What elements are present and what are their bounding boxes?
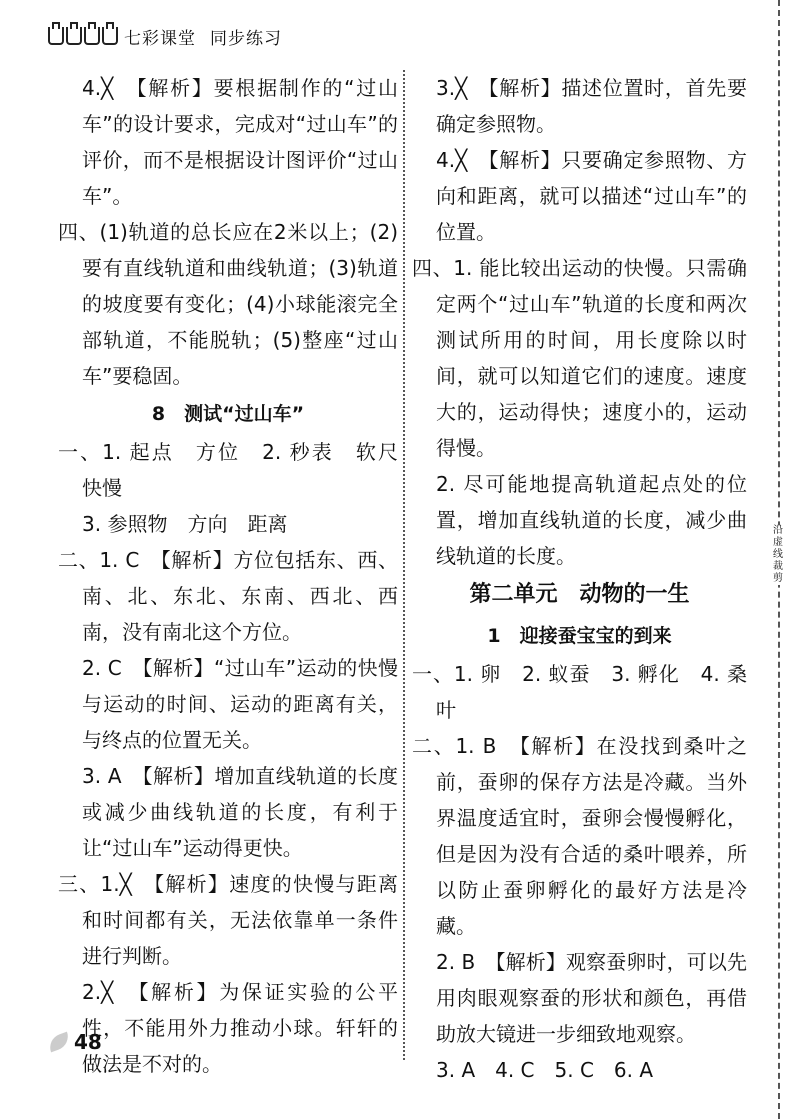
answer-section: 一、1. 卵 2. 蚁蚕 3. 孵化 4. 桑叶 [412, 662, 747, 722]
column-divider [403, 70, 405, 1060]
answer-section: 二、1. C 【解析】方位包括东、西、南、北、东北、东南、西北、西南，没有南北这个方位。 [58, 548, 398, 644]
answer-item: 2. B 【解析】观察蚕卵时，可以先用肉眼观察蚕的形状和颜色，再借助放大镜进一步细致地观察。 [436, 950, 747, 1046]
book-title: 七彩课堂 [124, 28, 196, 49]
flask-logo-icon [48, 27, 118, 45]
answer-section: 二、1. B 【解析】在没找到桑叶之前，蚕卵的保存方法是冷藏。当外界温度适宜时，蚕卵会慢慢孵化，但是因为没有合适的桑叶喂养，所以防止蚕卵孵化的最好方法是冷藏。 [412, 734, 747, 938]
answer-section: 一、1. 起点 方位 2. 秒表 软尺 快慢 [58, 440, 418, 500]
answer-section: 三、1.╳ 【解析】速度的快慢与距离和时间都有关，无法依靠单一条件进行判断。 [58, 872, 398, 968]
answer-item: 2. 尽可能地提高轨道起点处的位置，增加直线轨道的长度，减少曲线轨道的长度。 [436, 472, 747, 568]
answer-item: 4.╳ 【解析】要根据制作的“过山车”的设计要求，完成对“过山车”的评价，而不是根据设计图评价“过山车”。 [82, 76, 398, 208]
answer-item: 4.╳ 【解析】只要确定参照物、方向和距离，就可以描述“过山车”的位置。 [436, 148, 747, 244]
unit-title: 第二单元 动物的一生 [469, 582, 690, 607]
leaf-icon [46, 1032, 71, 1053]
answer-item: 3. A 【解析】增加直线轨道的长度或减少曲线轨道的长度，有利于让“过山车”运动得更快。 [82, 764, 398, 860]
answer-item: 2. C 【解析】“过山车”运动的快慢与运动的时间、运动的距离有关，与终点的位置无关。 [82, 656, 398, 752]
cut-label: 沿虚线裁剪 [770, 525, 786, 585]
page-number: 48 [74, 1030, 102, 1054]
lesson-title: 8 测试“过山车” [151, 403, 305, 425]
right-column [412, 70, 747, 1088]
answer-section: 四、(1)轨道的总长应在2米以上；(2)要有直线轨道和曲线轨道；(3)轨道的坡度要有变化；(4)小球能滚完全部轨道，不能脱轨；(5)整座“过山车”要稳固。 [58, 220, 398, 388]
left-column [58, 70, 418, 1082]
page-header [48, 18, 282, 54]
answer-item: 3. A 4. C 5. C 6. A [436, 1058, 654, 1082]
answer-item: 3.╳ 【解析】描述位置时，首先要确定参照物。 [436, 76, 747, 136]
answer-item: 3. 参照物 方向 距离 [82, 512, 288, 536]
answer-section: 四、1. 能比较出运动的快慢。只需确定两个“过山车”轨道的长度和两次测试所用的时间，用长度除以时间，就可以知道它们的速度。速度大的，运动得快；速度小的，运动得慢。 [412, 256, 747, 460]
book-subtitle: 同步练习 [210, 28, 282, 49]
page-footer [48, 1030, 102, 1054]
answer-item: 2.╳ 【解析】为保证实验的公平性，不能用外力推动小球。轩轩的做法是不对的。 [82, 980, 398, 1076]
lesson-title: 1 迎接蚕宝宝的到来 [487, 625, 672, 647]
